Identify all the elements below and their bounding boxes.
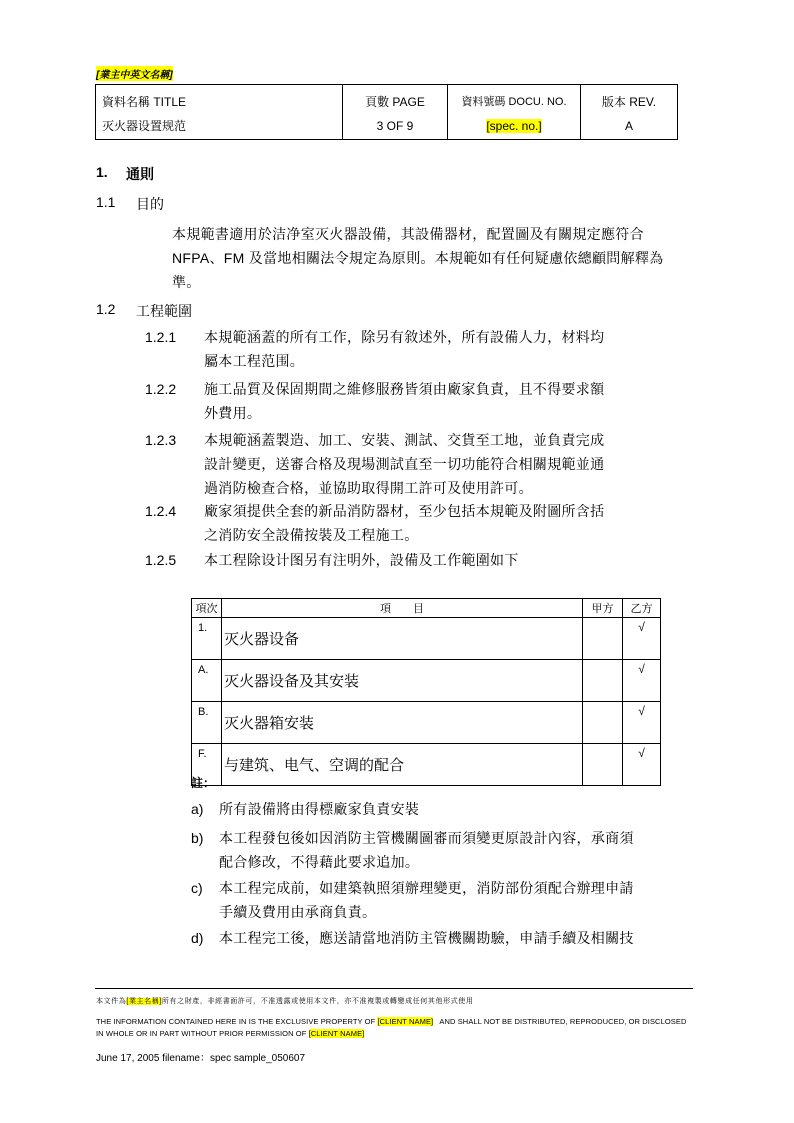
section-1-title: 通則	[126, 166, 154, 182]
item-line: 本規範涵蓋製造、加工、安裝、測試、交貨至工地，並負責完成	[204, 432, 605, 448]
section-1-2-title: 工程範圍	[136, 303, 192, 319]
item-line: 之消防安全設備按裝及工程施工。	[204, 527, 419, 543]
item-number: 1.2.5	[145, 552, 177, 568]
footer-cn-client: [業主名稱]	[126, 998, 162, 1005]
row-item: 灭火器箱安装	[222, 702, 583, 744]
document-info-table	[95, 84, 678, 140]
item-number: 1.2.3	[145, 432, 177, 448]
section-1-1-number: 1.1	[96, 194, 116, 210]
table-row	[192, 618, 661, 660]
row-index: B.	[192, 702, 222, 744]
item-text	[204, 377, 704, 425]
item-line: 外費用。	[204, 405, 262, 421]
row-party-b-check: √	[623, 744, 661, 786]
row-item: 灭火器设备	[222, 618, 583, 660]
notes-label: 註：	[191, 776, 216, 790]
note-text	[219, 926, 699, 950]
note-letter: c)	[191, 880, 203, 896]
header-party-b: 乙方	[623, 599, 661, 618]
scope-table-header-row	[192, 599, 661, 618]
docno-value: [spec. no.]	[486, 119, 542, 133]
note-letter: b)	[191, 830, 204, 846]
table-row	[192, 702, 661, 744]
rev-value: A	[624, 119, 633, 133]
docno-label: 資料號碼 DOCU. NO.	[461, 96, 567, 108]
rev-label: 版本 REV.	[601, 95, 657, 109]
client-name-placeholder: [業主中英文名稱]	[96, 66, 173, 81]
item-text	[204, 548, 704, 572]
note-text	[219, 797, 699, 821]
section-1-number: 1.	[96, 164, 108, 180]
item-line: 本規範涵蓋的所有工作，除另有敘述外，所有設備人力，材料均	[204, 329, 605, 345]
footer-en2-client: [CLIENT NAME]	[308, 1029, 365, 1038]
note-line: 配合修改，不得藉此要求追加。	[219, 854, 420, 870]
item-line: 廠家須提供全套的新品消防器材，至少包括本規範及附圖所含括	[204, 503, 605, 519]
row-party-a	[583, 618, 623, 660]
footer-cn-pre: 本文件為	[96, 998, 127, 1005]
item-text	[204, 499, 704, 547]
item-number: 1.2.2	[145, 381, 177, 397]
item-line: 本工程除设计图另有注明外，設備及工作範圍如下	[204, 552, 519, 568]
purpose-line: 準。	[172, 274, 201, 290]
page-value: 3 OF 9	[376, 119, 414, 133]
row-party-a	[583, 744, 623, 786]
note-line: 所有設備將由得標廠家負責安裝	[219, 801, 420, 817]
title-label: 資料名稱 TITLE	[102, 95, 187, 109]
rev-cell	[581, 85, 678, 140]
footer-confidential-en-1	[96, 1017, 687, 1026]
docno-cell	[448, 85, 581, 140]
scope-table	[191, 598, 661, 786]
footer-en1-client: [CLIENT NAME]	[377, 1017, 434, 1026]
note-line: 本工程完工後，應送請當地消防主管機關勘驗，申請手續及相關技	[219, 930, 634, 946]
header-party-a: 甲方	[583, 599, 623, 618]
table-row	[192, 660, 661, 702]
item-line: 設計變更，送審合格及現場測試直至一切功能符合相關規範並通	[204, 456, 605, 472]
footer-confidential-en-2	[96, 1029, 364, 1038]
note-letter: a)	[191, 801, 204, 817]
page-label: 頁數 PAGE	[365, 95, 425, 109]
row-index: A.	[192, 660, 222, 702]
footer-cn-post: 所有之財產，非經書面許可，不准透露或使用本文件，亦不准複製或轉變成任何其他形式使用	[161, 998, 474, 1005]
row-party-b-check: √	[623, 660, 661, 702]
purpose-line: 本規範書適用於洁净室灭火器設備，其設備器材，配置圖及有關規定應符合	[172, 226, 644, 242]
purpose-line: NFPA、FM 及當地相關法令規定為原則。本規範如有任何疑慮依總顧問解釋為	[172, 250, 664, 266]
note-line: 本工程完成前，如建築執照須辦理變更，消防部份須配合辦理申請	[219, 880, 634, 896]
table-row	[192, 744, 661, 786]
footer-divider	[95, 988, 693, 989]
page-cell	[343, 85, 448, 140]
item-line: 施工品質及保固期間之維修服務皆須由廠家負責，且不得要求額	[204, 381, 605, 397]
item-text	[204, 325, 704, 373]
item-line: 過消防檢查合格，並協助取得開工許可及使用許可。	[204, 480, 533, 496]
row-item: 灭火器设备及其安装	[222, 660, 583, 702]
footer-confidential-cn	[96, 996, 474, 1006]
item-number: 1.2.4	[145, 503, 177, 519]
item-number: 1.2.1	[145, 329, 177, 345]
footer-en1-pre: THE INFORMATION CONTAINED HERE IN IS THE EXCLUSIVE PROPERTY OF	[96, 1017, 378, 1026]
title-value: 灭火器设置规范	[102, 119, 187, 133]
section-1-2-number: 1.2	[96, 301, 116, 317]
title-cell	[96, 85, 343, 140]
note-letter: d)	[191, 930, 204, 946]
item-text	[204, 428, 704, 500]
purpose-paragraph	[172, 222, 732, 294]
row-item: 与建筑、电气、空调的配合	[222, 744, 583, 786]
footer-en1-post: AND SHALL NOT BE DISTRIBUTED, REPRODUCED, OR DISCLOSED	[433, 1017, 687, 1026]
header-item: 項 目	[222, 599, 583, 618]
note-text	[219, 826, 699, 874]
row-index: 1.	[192, 618, 222, 660]
docno-line	[454, 115, 574, 139]
row-party-b-check: √	[623, 618, 661, 660]
note-line: 手續及費用由承商負責。	[219, 904, 377, 920]
note-line: 本工程發包後如因消防主管機關圖審而須變更原設計內容，承商須	[219, 830, 634, 846]
footer-en2-pre: IN WHOLE OR IN PART WITHOUT PRIOR PERMISSION OF	[96, 1029, 309, 1038]
header-item-no: 項次	[192, 599, 222, 618]
row-party-b-check: √	[623, 702, 661, 744]
row-party-a	[583, 702, 623, 744]
section-1-1-title: 目的	[136, 196, 164, 212]
footer-date-filename: June 17, 2005 filename：spec sample_050607	[96, 1053, 306, 1064]
note-text	[219, 876, 699, 924]
item-line: 屬本工程范围。	[204, 353, 305, 369]
row-index: F.	[192, 744, 222, 786]
row-party-a	[583, 660, 623, 702]
